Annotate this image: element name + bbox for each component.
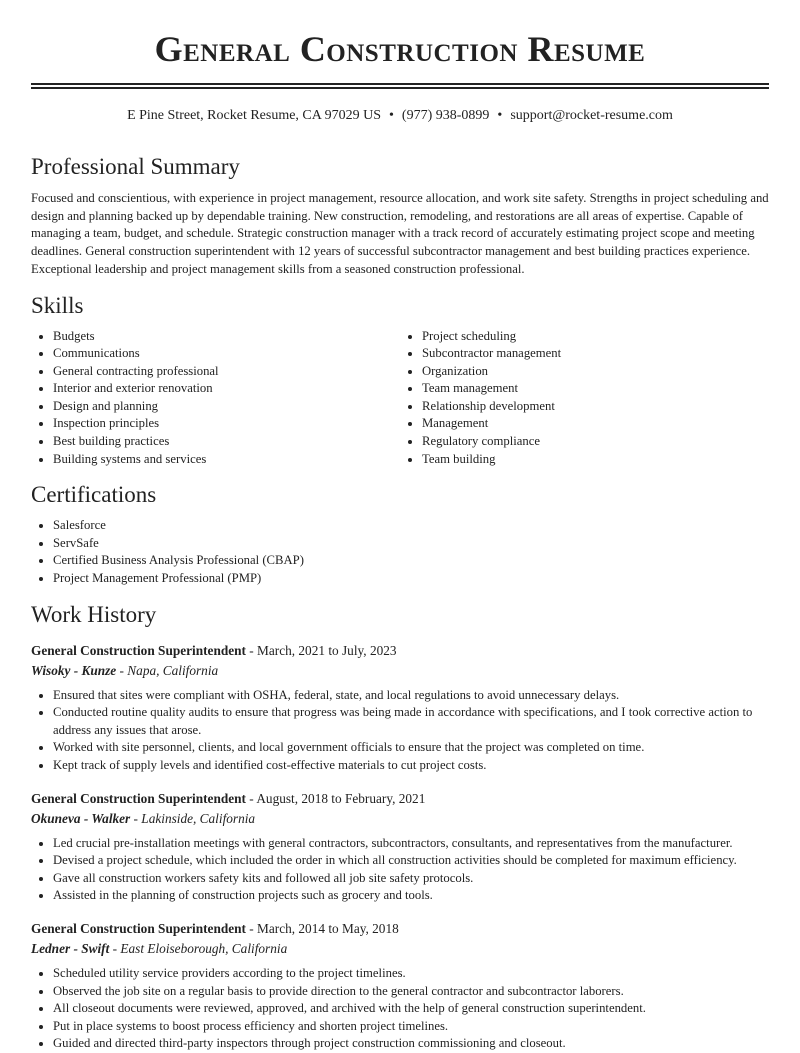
skill-item: • Project scheduling bbox=[422, 328, 769, 346]
contact-address: E Pine Street, Rocket Resume, CA 97029 US bbox=[127, 108, 382, 123]
job-duty-item: • Gave all construction workers safety kits and followed all job site safety protocols. bbox=[53, 870, 769, 888]
job-duty-item: • Led crucial pre-installation meetings with general contractors, subcontractors, consultants, and representatives from the manufacturer. bbox=[53, 835, 769, 853]
job-header bbox=[31, 789, 769, 808]
skill-item: • Relationship development bbox=[422, 398, 769, 416]
skill-item: • Team management bbox=[422, 380, 769, 398]
contact-email[interactable]: support@rocket-resume.com bbox=[510, 108, 673, 123]
contact-separator: • bbox=[497, 108, 503, 123]
skills-columns bbox=[31, 328, 769, 469]
job-entry bbox=[31, 919, 769, 1053]
skills-section bbox=[31, 292, 769, 469]
job-duty-item: • All closeout documents were reviewed, approved, and archived with the help of general construction superintendent. bbox=[53, 1000, 769, 1018]
contact-separator: • bbox=[389, 108, 394, 123]
skill-item: • Best building practices bbox=[53, 433, 400, 451]
job-company: Wisoky - Kunze bbox=[31, 662, 117, 678]
job-employer-line bbox=[31, 809, 769, 828]
job-company: Ledner - Swift bbox=[31, 940, 110, 956]
contact-phone: (977) 938-0899 bbox=[401, 108, 490, 123]
skill-item: • Design and planning bbox=[53, 398, 400, 416]
certification-item: • Salesforce bbox=[53, 517, 769, 535]
job-duties-list bbox=[31, 687, 769, 775]
job-dates: - August, 2018 to February, 2021 bbox=[245, 790, 426, 806]
job-location: - Napa, California bbox=[116, 662, 219, 678]
job-duties-list bbox=[31, 835, 769, 905]
skill-item: • Interior and exterior renovation bbox=[53, 380, 400, 398]
skill-item: • Budgets bbox=[53, 328, 400, 346]
title-divider-lower bbox=[31, 87, 769, 89]
job-list bbox=[31, 641, 769, 1053]
resume-title: General Construction Resume bbox=[154, 29, 646, 69]
certification-item: • Project Management Professional (PMP) bbox=[53, 570, 769, 588]
summary-text: Focused and conscientious, with experience in project management, resource allocation, and work site safety. Strengths in project scheduling and design and planning backed up by dependable training. New construction, remodeling, and restorations are all areas of expertise. Capable of managing a team, budget, and schedule. Strategic construction manager with a track record of accurately estimating project scope and meeting deadlines. General construction superintendent with 12 years of successful subcontractor management and best building practices experience. Exceptional leadership and project management skills from a seasoned construction professional. bbox=[31, 191, 769, 276]
certifications-section bbox=[31, 481, 769, 587]
skill-item: • Inspection principles bbox=[53, 415, 400, 433]
job-duties-list bbox=[31, 965, 769, 1053]
job-location: - East Eloiseborough, California bbox=[109, 940, 288, 956]
job-dates: - March, 2021 to July, 2023 bbox=[245, 642, 397, 658]
job-title: General Construction Superintendent bbox=[31, 790, 246, 806]
summary-section bbox=[31, 153, 769, 279]
job-header bbox=[31, 641, 769, 660]
job-entry bbox=[31, 641, 769, 775]
job-duty-item: • Guided and directed third-party inspectors through project construction commissioning and closeout. bbox=[53, 1035, 769, 1053]
job-employer-line bbox=[31, 661, 769, 680]
job-entry bbox=[31, 789, 769, 905]
job-duty-item: • Conducted routine quality audits to ensure that progress was being made in accordance with specifications, and I took corrective action to address any issues that arose. bbox=[53, 704, 769, 739]
skill-item: • General contracting professional bbox=[53, 363, 400, 381]
job-employer-line bbox=[31, 939, 769, 958]
skills-list-right bbox=[400, 328, 769, 469]
certification-item: • Certified Business Analysis Professional (CBAP) bbox=[53, 552, 769, 570]
job-location: - Lakinside, California bbox=[130, 810, 256, 826]
job-header bbox=[31, 919, 769, 938]
skill-item: • Building systems and services bbox=[53, 451, 400, 469]
skills-heading: Skills bbox=[31, 292, 84, 318]
job-dates: - March, 2014 to May, 2018 bbox=[245, 920, 399, 936]
job-duty-item: • Observed the job site on a regular basis to provide direction to the general contractor and subcontractor laborers. bbox=[53, 983, 769, 1001]
skills-list-left bbox=[31, 328, 400, 469]
job-company: Okuneva - Walker bbox=[31, 810, 131, 826]
certifications-heading: Certifications bbox=[31, 482, 157, 508]
contact-line bbox=[31, 107, 769, 125]
certification-item: • ServSafe bbox=[53, 535, 769, 553]
job-duty-item: • Worked with site personnel, clients, and local government officials to ensure that the project was completed on time. bbox=[53, 739, 769, 757]
job-title: General Construction Superintendent bbox=[31, 642, 246, 658]
skill-item: • Team building bbox=[422, 451, 769, 469]
skill-item: • Subcontractor management bbox=[422, 345, 769, 363]
work-history-section bbox=[31, 601, 769, 1053]
job-duty-item: • Put in place systems to boost process efficiency and shorten project timelines. bbox=[53, 1018, 769, 1036]
job-title: General Construction Superintendent bbox=[31, 920, 246, 936]
work-history-heading: Work History bbox=[31, 601, 157, 627]
job-duty-item: • Assisted in the planning of construction projects such as grocery and tools. bbox=[53, 887, 769, 905]
skill-item: • Communications bbox=[53, 345, 400, 363]
skill-item: • Management bbox=[422, 415, 769, 433]
skill-item: • Regulatory compliance bbox=[422, 433, 769, 451]
job-duty-item: • Scheduled utility service providers according to the project timelines. bbox=[53, 965, 769, 983]
certifications-list bbox=[31, 517, 769, 587]
job-duty-item: • Devised a project schedule, which included the order in which all construction activities should be completed for maximum efficiency. bbox=[53, 852, 769, 870]
skill-item: • Organization bbox=[422, 363, 769, 381]
job-duty-item: • Kept track of supply levels and identified cost-effective materials to cut project costs. bbox=[53, 757, 769, 775]
summary-heading: Professional Summary bbox=[31, 154, 240, 179]
job-duty-item: • Ensured that sites were compliant with OSHA, federal, state, and local regulations to avoid unnecessary delays. bbox=[53, 687, 769, 705]
